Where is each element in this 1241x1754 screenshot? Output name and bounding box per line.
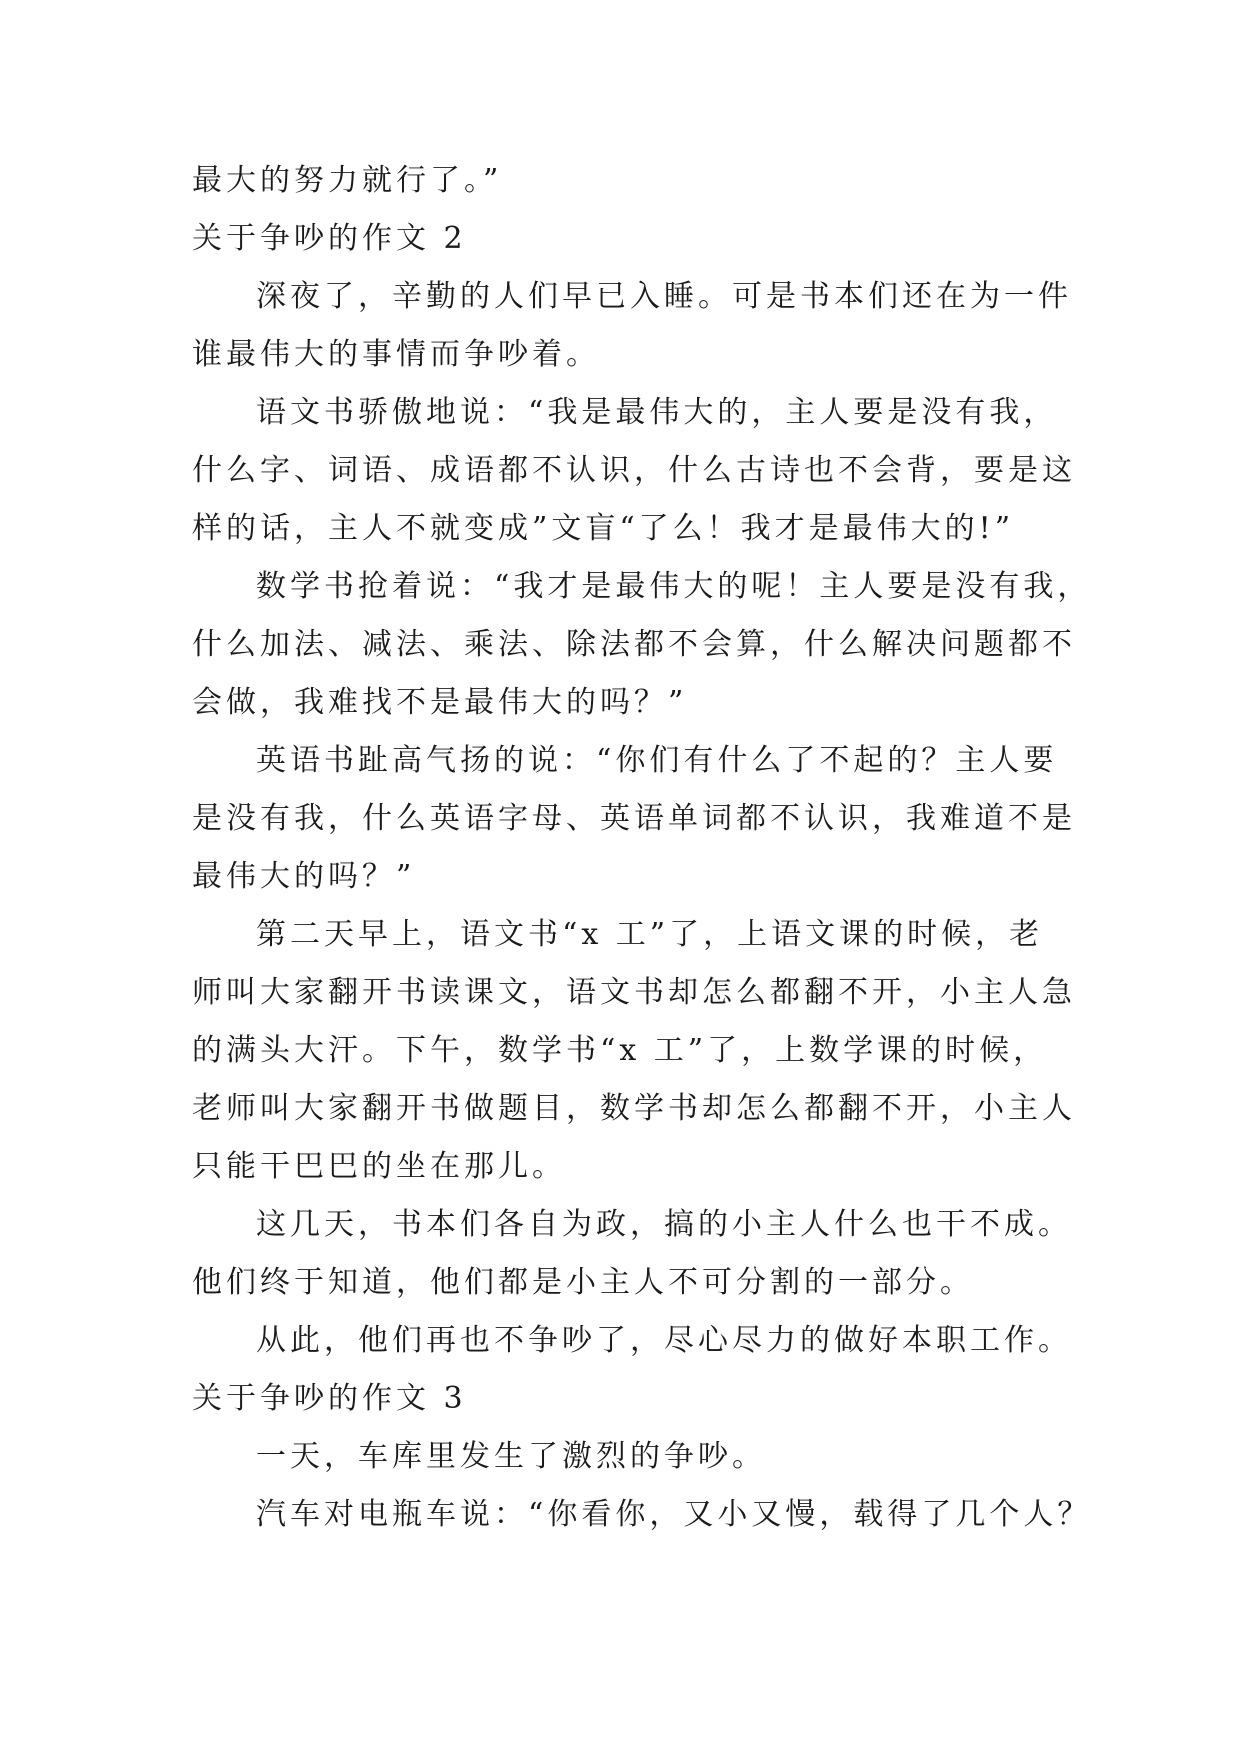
text-line: 的满头大汗。下午，数学书“x 工”了，上数学课的时候，: [192, 1033, 1048, 1068]
text-line: 师叫大家翻开书读课文，语文书却怎么都翻不开，小主人急: [192, 975, 1076, 1010]
document-body: [192, 152, 1092, 1544]
text-line: 最大的努力就行了。”: [192, 163, 503, 198]
text-line: 谁最伟大的事情而争吵着。: [192, 337, 600, 372]
text-line: 老师叫大家翻开书做题目，数学书却怎么都翻不开，小主人: [192, 1091, 1076, 1126]
text-line: 什么字、词语、成语都不认识，什么古诗也不会背，要是这: [192, 453, 1076, 488]
text-line: 只能干巴巴的坐在那儿。: [192, 1149, 566, 1184]
text-line: 英语书趾高气扬的说：“你们有什么了不起的？主人要: [256, 743, 1058, 778]
text-line: 从此，他们再也不争吵了，尽心尽力的做好本职工作。: [256, 1323, 1072, 1358]
text-line: 第二天早上，语文书“x 工”了，上语文课的时候，老: [256, 917, 1044, 952]
text-line: 他们终于知道，他们都是小主人不可分割的一部分。: [192, 1265, 974, 1300]
text-line: 汽车对电瓶车说：“你看你，又小又慢，载得了几个人？: [256, 1497, 1092, 1532]
text-line: 数学书抢着说：“我才是最伟大的呢！主人要是没有我，: [256, 569, 1092, 604]
text-line: 是没有我，什么英语字母、英语单词都不认识，我难道不是: [192, 801, 1076, 836]
text-line: 会做，我难找不是最伟大的吗？”: [192, 685, 688, 720]
text-line: 一天，车库里发生了激烈的争吵。: [256, 1439, 766, 1474]
text-line: 样的话，主人不就变成”文盲“了么！我才是最伟大的!”: [192, 511, 1015, 546]
section-heading: 关于争吵的作文 3: [192, 1381, 467, 1416]
section-heading: 关于争吵的作文 2: [192, 221, 467, 256]
text-line: 什么加法、减法、乘法、除法都不会算，什么解决问题都不: [192, 627, 1076, 662]
text-line: 语文书骄傲地说：“我是最伟大的，主人要是没有我，: [256, 395, 1058, 430]
text-line: 最伟大的吗？”: [192, 859, 416, 894]
text-line: 这几天，书本们各自为政，搞的小主人什么也干不成。: [256, 1207, 1072, 1242]
text-line: 深夜了，辛勤的人们早已入睡。可是书本们还在为一件: [256, 279, 1072, 314]
